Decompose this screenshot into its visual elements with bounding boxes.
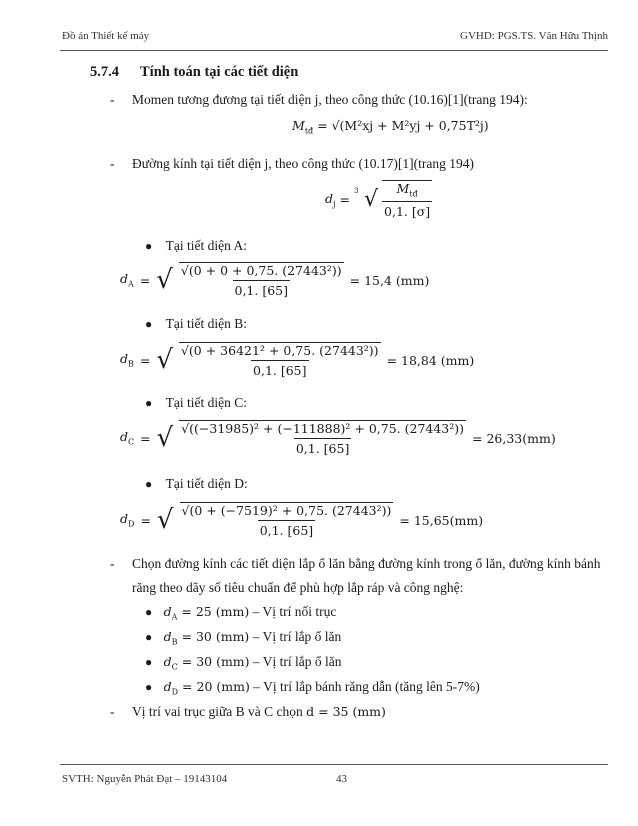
eq-c-result: = 26,33(mm) [472,430,556,446]
choice-a-desc: – Vị trí nối trục [252,604,337,619]
paragraph-3-line1: Chọn đường kính các tiết diện lắp ổ lăn bằng đường kính trong ổ lăn, đường kính bánh [132,556,601,571]
eq-d-result: = 15,65(mm) [399,512,484,528]
equation-diameter: $d_j$ = 3 √ $\frac{M_{tđ}}{0,1. [\sigma]}$ [325,181,431,219]
equation-moment [292,118,489,136]
section-a-label: Tại tiết diện A: [165,238,247,253]
section-c-label: Tại tiết diện C: [165,395,247,410]
paragraph-4-math: d = 35 (mm) [306,704,386,719]
choice-d: ● $d_D = 20$ (mm) – Vị trí lắp bánh răng dẫn (tăng lên 5-7%) [145,679,480,697]
eq-c-den: 0,1. [65] [294,438,352,456]
section-b-item [145,316,247,332]
choice-c-value: = 30 (mm) [181,654,250,669]
choice-d-value: = 20 (mm) [182,679,250,694]
footer-left: SVTH: Nguyễn Phát Đạt – 19143104 [62,773,228,785]
eq1-lhs-sub: tđ [304,126,314,136]
dash-marker-4: - [110,704,115,719]
eq-b-result: = 18,84 (mm) [386,352,475,368]
choice-c-desc: – Vị trí lắp ổ lăn [252,654,342,669]
paragraph-3-line2: răng theo dãy số tiêu chuẩn để phù hợp lắp ráp và công nghệ: [132,580,464,595]
paragraph-2: Đường kính tại tiết diện j, theo công thức (10.17)[1](trang 194) [132,156,474,171]
eq-d-sub: D [128,519,135,529]
eq-a-sub: A [128,279,134,289]
dash-marker-2: - [110,156,115,171]
bullet-icon: ● [145,630,153,644]
choice-d-sub: D [171,687,179,697]
eq2-num: M [396,181,410,196]
section-b-label: Tại tiết diện B: [165,316,247,331]
bullet-icon: ● [145,239,153,253]
eq-a-result: = 15,4 (mm) [349,272,430,288]
eq2-lhs-sub: j [333,199,336,208]
equation-section-c: $d_C$ = √ $\frac{\text{√((−31985)² + (−111888)² + 0,75. (27443²))}}{0,1. [65]}$ = 26,33(mm) [120,421,556,456]
dash-marker-1: - [110,92,115,107]
footer-rule [60,764,608,765]
choice-c-sub: C [171,662,178,672]
bullet-icon: ● [145,396,153,410]
eq-c-num: √((−31985)² + (−111888)² + 0,75. (27443²)) [181,421,465,436]
paragraph-4 [132,704,386,720]
section-a-item [145,238,247,254]
choice-a: ● $d_A = 25$ (mm) – Vị trí nối trục [145,604,337,622]
equation-section-b: $d_B$ = √ $\frac{\text{√(0 + 36421² + 0,75. (27443²))}}{0,1. [65]}$ = 18,84 (mm) [120,343,475,378]
choice-a-value: = 25 (mm) [181,604,250,619]
choice-b-sub: B [171,637,178,647]
choice-d-desc: – Vị trí lắp bánh răng dẫn (tăng lên 5-7%) [253,679,480,694]
paragraph-4-text: Vị trí vai trục giữa B và C chọn [132,704,303,719]
eq1-rhs: = √(M²xj + M²yj + 0,75T²j) [317,118,489,133]
eq-b-sub: B [128,359,134,369]
bullet-icon: ● [145,605,153,619]
eq2-num-sub: tđ [409,189,418,199]
section-heading [90,64,298,81]
equation-section-a: $d_A$ = √ $\frac{\text{√(0 + 0 + 0,75. (27443²))}}{0,1. [65]}$ = 15,4 (mm) [120,263,430,298]
eq-d-num: √(0 + (−7519)² + 0,75. (27443²)) [181,503,392,518]
choice-b: ● $d_B = 30$ (mm) – Vị trí lắp ổ lăn [145,629,342,647]
header-right: GVHD: PGS.TS. Văn Hữu Thịnh [460,30,608,42]
eq-c-sub: C [128,437,135,447]
section-d-item [145,476,248,492]
section-c-item [145,395,247,411]
eq-d-den: 0,1. [65] [258,520,316,538]
equation-section-d: $d_D$ = √ $\frac{\text{√(0 + (−7519)² + 0,75. (27443²))}}{0,1. [65]}$ = 15,65(mm) [120,503,484,538]
bullet-icon: ● [145,680,153,694]
choice-b-value: = 30 (mm) [181,629,250,644]
bullet-icon: ● [145,655,153,669]
choice-a-sub: A [171,612,178,622]
eq2-den: 0,1. [σ] [382,201,432,219]
eq-b-den: 0,1. [65] [251,360,309,378]
eq2-lhs: d [325,190,334,206]
eq-b-num: √(0 + 36421² + 0,75. (27443²)) [180,343,379,358]
bullet-icon: ● [145,477,153,491]
eq-a-den: 0,1. [65] [233,280,291,298]
section-number: 5.7.4 [90,64,119,80]
page-number: 43 [336,773,347,785]
header-rule [60,50,608,51]
eq1-lhs: M [292,118,305,133]
section-title: Tính toán tại các tiết diện [140,64,299,80]
header-left: Đồ án Thiết kế máy [62,30,150,42]
paragraph-1: Momen tương đương tại tiết diện j, theo công thức (10.16)[1](trang 194): [132,92,528,107]
section-d-label: Tại tiết diện D: [165,476,248,491]
choice-c: ● $d_C = 30$ (mm) – Vị trí lắp ổ lăn [145,654,342,672]
choice-b-desc: – Vị trí lắp ổ lăn [252,629,342,644]
bullet-icon: ● [145,317,153,331]
eq-a-num: √(0 + 0 + 0,75. (27443²)) [180,263,342,278]
dash-marker-3: - [110,556,115,571]
